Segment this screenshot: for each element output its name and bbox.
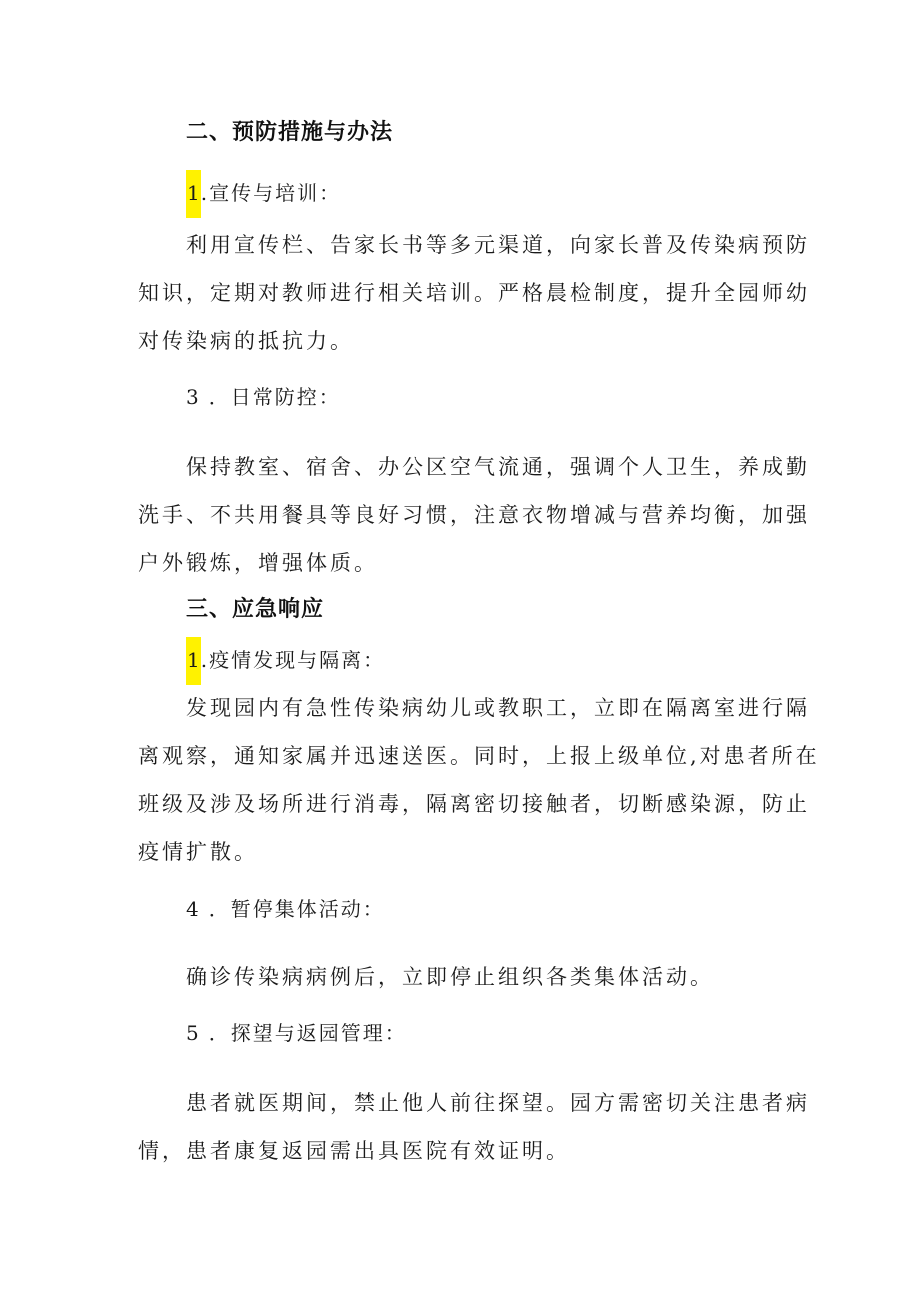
paragraph-line: 情，患者康复返园需出具医院有效证明。	[138, 1139, 570, 1163]
paragraph-line: 离观察，通知家属并迅速送医。同时，上报上级单位,对患者所在	[138, 744, 820, 768]
paragraph-line: 发现园内有急性传染病幼儿或教职工，立即在隔离室进行隔	[186, 696, 810, 720]
paragraph-line: 洗手、不共用餐具等良好习惯，注意衣物增减与营养均衡，加强	[138, 503, 810, 527]
paragraph-line: 确诊传染病病例后，立即停止组织各类集体活动。	[186, 965, 714, 989]
paragraph-line: 知识，定期对教师进行相关培训。严格晨检制度，提升全园师幼	[138, 281, 810, 305]
item-title: .宣传与培训：	[200, 181, 342, 205]
item-title: ．探望与返园管理：	[208, 1021, 407, 1045]
paragraph-line: 疫情扩散。	[138, 840, 258, 864]
item-title: ．暂停集体活动：	[208, 897, 385, 921]
section-heading-prevention: 二、预防措施与办法	[186, 120, 394, 145]
paragraph-line: 对传染病的抵抗力。	[138, 329, 354, 353]
item-number-highlight: 1	[186, 637, 201, 685]
section-heading-emergency: 三、应急响应	[186, 597, 325, 622]
item-daily-prevention	[186, 382, 341, 412]
item-visit-return	[186, 1018, 407, 1048]
paragraph-line: 利用宣传栏、告家长书等多元渠道，向家长普及传染病预防	[186, 233, 810, 257]
item-number: 5	[186, 1021, 199, 1045]
item-suspend-activities	[186, 894, 385, 924]
item-title: ．日常防控：	[208, 385, 341, 409]
item-publicity-training	[186, 178, 341, 218]
paragraph-line: 保持教室、宿舍、办公区空气流通，强调个人卫生，养成勤	[186, 455, 810, 479]
item-title: .疫情发现与隔离：	[200, 648, 386, 672]
paragraph-line: 患者就医期间，禁止他人前往探望。园方需密切关注患者病	[186, 1091, 810, 1115]
item-detection-isolation	[186, 645, 385, 685]
item-number: 3	[186, 385, 199, 409]
item-number: 4	[186, 897, 199, 921]
item-number-highlight: 1	[186, 170, 201, 218]
paragraph-line: 班级及涉及场所进行消毒，隔离密切接触者，切断感染源，防止	[138, 792, 810, 816]
paragraph-line: 户外锻炼，增强体质。	[138, 551, 378, 575]
